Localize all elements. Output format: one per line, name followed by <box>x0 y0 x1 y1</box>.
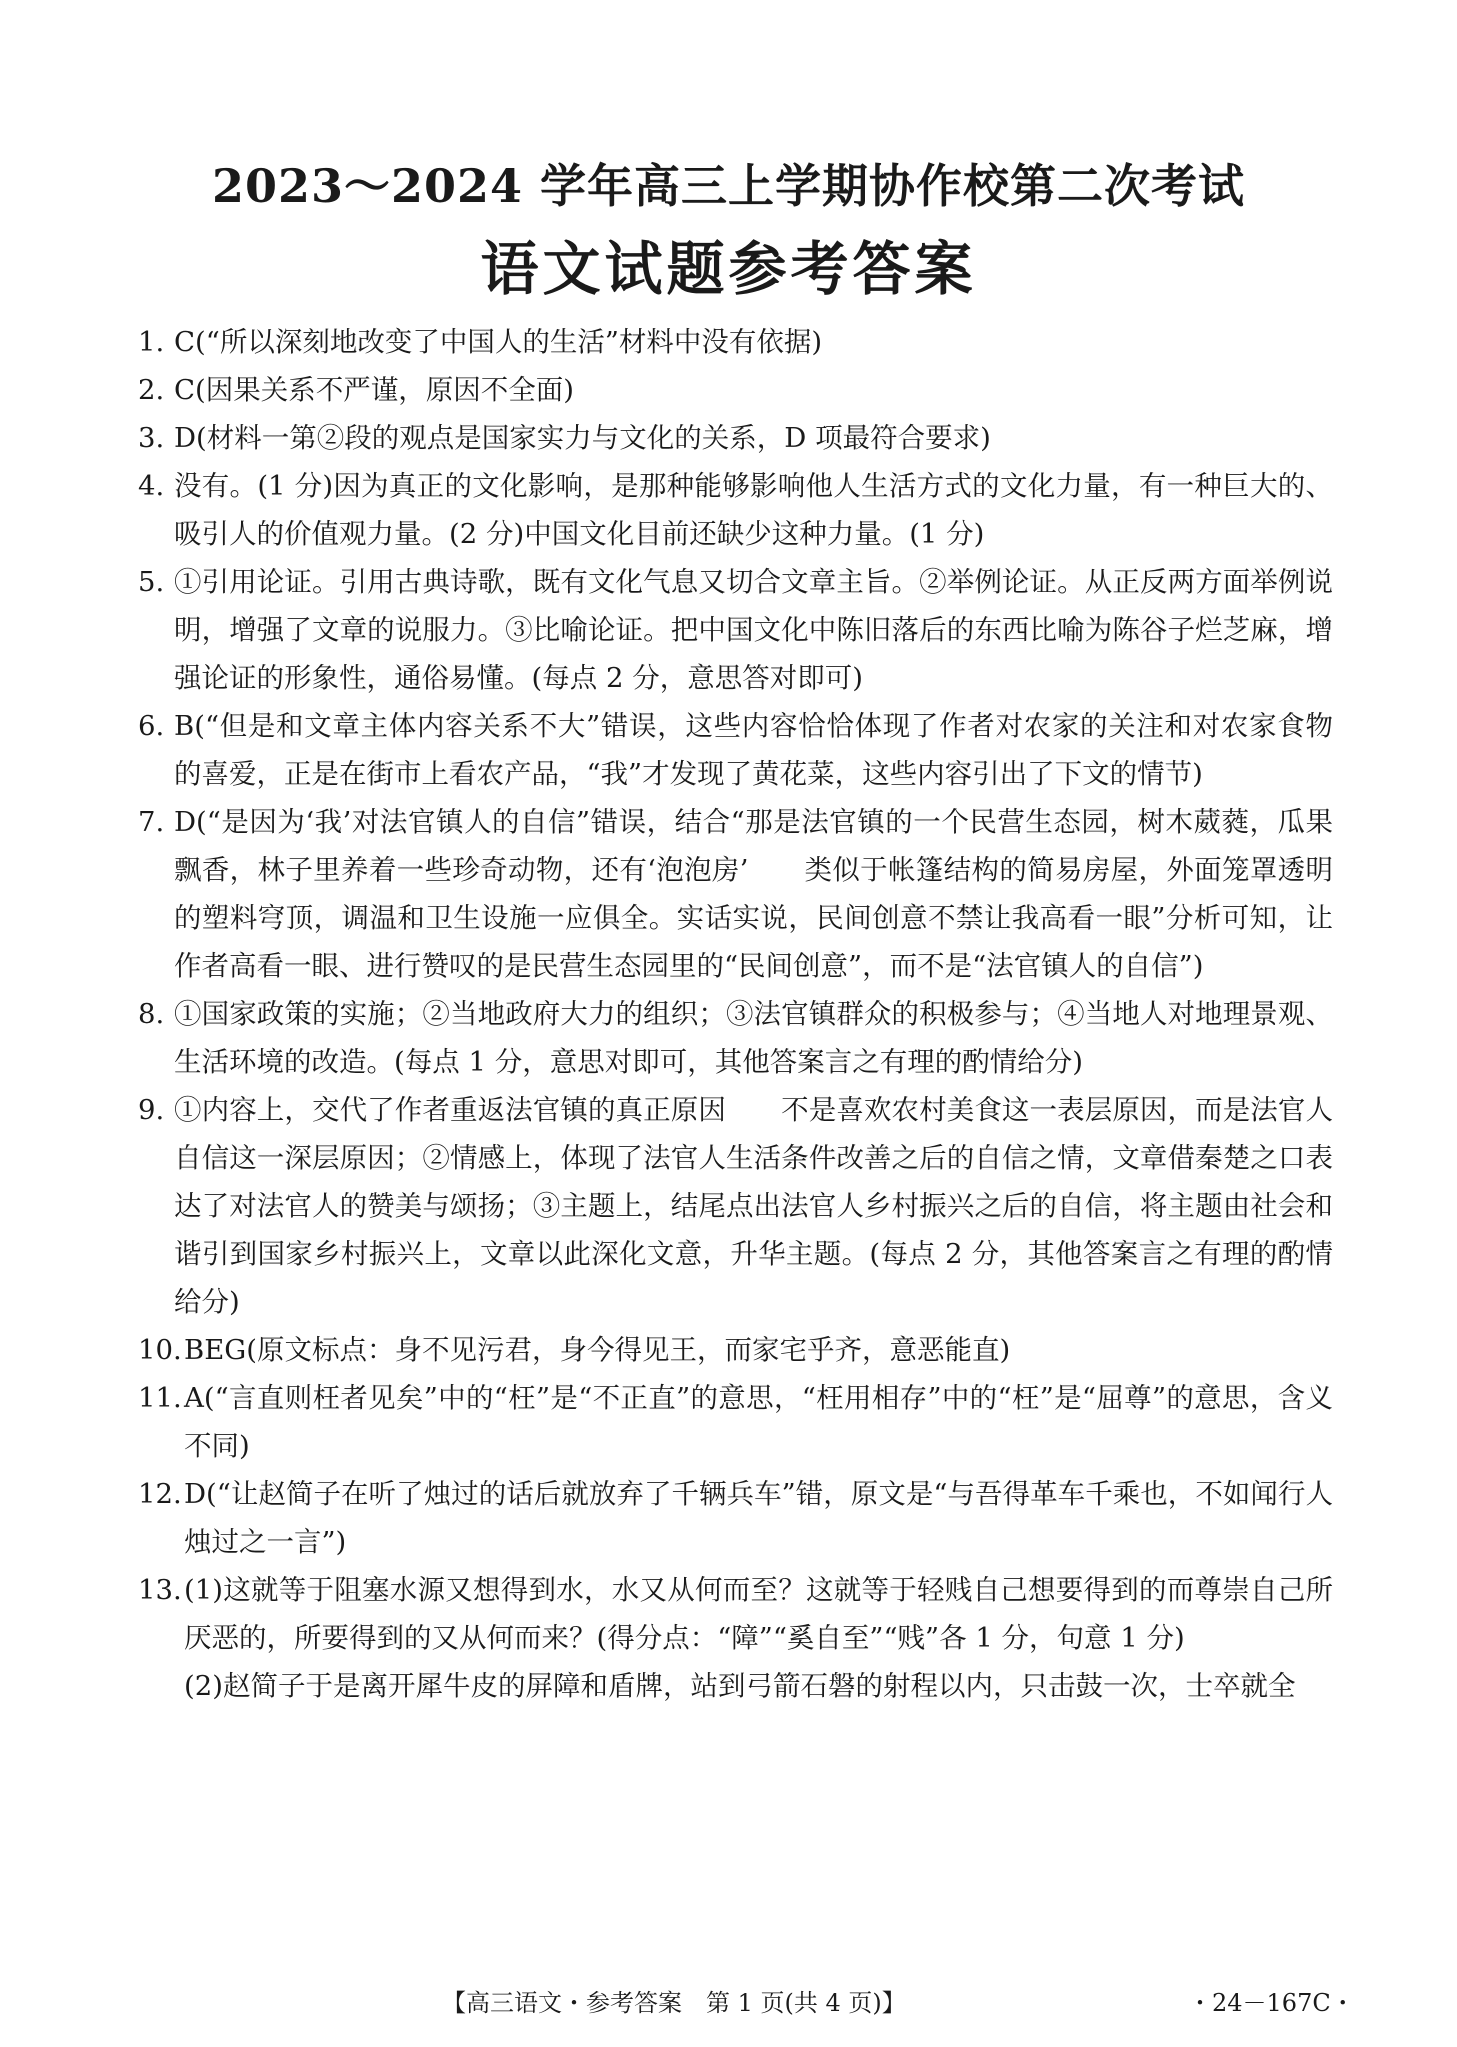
answer-number: 4. <box>138 470 165 502</box>
answer-text: A(“言直则枉者见矣”中的“枉”是“不正直”的意思，“枉用相存”中的“枉”是“屈尊”的意思，含义不同) <box>184 1382 1333 1462</box>
answer-item <box>138 1566 1333 1662</box>
answer-text: D(材料一第②段的观点是国家实力与文化的关系，D 项最符合要求) <box>174 422 991 454</box>
answer-item <box>138 1326 1333 1374</box>
answer-number: 3. <box>138 422 165 454</box>
answer-number: 8. <box>138 998 165 1030</box>
answer-text: B(“但是和文章主体内容关系不大”错误，这些内容恰恰体现了作者对农家的关注和对农家食物的喜爱，正是在街市上看农产品，“我”才发现了黄花菜，这些内容引出了下文的情节) <box>174 710 1333 790</box>
answer-item <box>138 990 1333 1086</box>
answer-text: C(“所以深刻地改变了中国人的生活”材料中没有依据) <box>174 326 823 358</box>
answer-text: C(因果关系不严谨，原因不全面) <box>174 374 574 406</box>
answer-number: 7. <box>138 806 165 838</box>
answer-subpart: (2)赵简子于是离开犀牛皮的屏障和盾牌，站到弓箭石磐的射程以内，只击鼓一次，士卒就全 <box>184 1670 1296 1702</box>
exam-title: 2023～2024 学年高三上学期协作校第二次考试 <box>211 159 1246 213</box>
answer-text: D(“让赵简子在听了烛过的话后就放弃了千辆兵车”错，原文是“与吾得革车千乘也，不如闻行人烛过之一言”) <box>184 1478 1333 1558</box>
answer-item <box>138 1086 1333 1326</box>
answer-item <box>138 462 1333 558</box>
answer-text: BEG(原文标点：身不见污君，身今得见王，而家宅乎齐，意恶能直) <box>184 1334 1011 1366</box>
answer-text: ①内容上，交代了作者重返法官镇的真正原因 不是喜欢农村美食这一表层原因，而是法官人自信这一深层原因；②情感上，体现了法官人生活条件改善之后的自信之情，文章借秦楚之口表达了对法官人的赞美与颂扬；③主题上，结尾点出法官人乡村振兴之后的自信，将主题由社会和谐引到国家乡村振兴上，文章以此深化文意，升华主题。(每点 2 分，其他答案言之有理的酌情给分) <box>174 1094 1333 1318</box>
page-footer <box>0 1983 1457 2023</box>
answer-number: 12. <box>138 1478 182 1510</box>
answer-item <box>138 1374 1333 1470</box>
answer-number: 6. <box>138 710 165 742</box>
answer-item <box>138 702 1333 798</box>
answer-text: D(“是因为‘我’对法官镇人的自信”错误，结合“那是法官镇的一个民营生态园，树木葳蕤，瓜果飘香，林子里养着一些珍奇动物，还有‘泡泡房’ 类似于帐篷结构的简易房屋，外面笼罩透明的塑料穹顶，调温和卫生设施一应俱全。实话实说，民间创意不禁让我高看一眼”分析可知，让作者高看一眼、进行赞叹的是民营生态园里的“民间创意”，而不是“法官镇人的自信”) <box>174 806 1333 982</box>
footer-code: ・24－167C・ <box>1188 1989 1355 2017</box>
answer-number: 2. <box>138 374 165 406</box>
answer-text: (1)这就等于阻塞水源又想得到水，水又从何而至？这就等于轻贱自己想要得到的而尊崇自己所厌恶的，所要得到的又从何而来？(得分点：“障”“奚自至”“贱”各 1 分，句意 1 分) <box>184 1574 1333 1654</box>
answer-item <box>138 366 1333 414</box>
answer-number: 1. <box>138 326 165 358</box>
answer-number: 13. <box>138 1574 182 1606</box>
footer-page-info: 【高三语文・参考答案 第 1 页(共 4 页)】 <box>442 1989 906 2017</box>
answer-item <box>138 318 1333 366</box>
answer-item <box>138 798 1333 990</box>
answer-list <box>138 318 1333 1710</box>
answer-item <box>138 1470 1333 1566</box>
answer-number: 11. <box>138 1382 182 1414</box>
document-title: 语文试题参考答案 <box>480 235 977 303</box>
answer-text: ①引用论证。引用古典诗歌，既有文化气息又切合文章主旨。②举例论证。从正反两方面举例说明，增强了文章的说服力。③比喻论证。把中国文化中陈旧落后的东西比喻为陈谷子烂芝麻，增强论证的形象性，通俗易懂。(每点 2 分，意思答对即可) <box>174 566 1333 694</box>
answer-text: ①国家政策的实施；②当地政府大力的组织；③法官镇群众的积极参与；④当地人对地理景观、生活环境的改造。(每点 1 分，意思对即可，其他答案言之有理的酌情给分) <box>174 998 1333 1078</box>
answer-number: 5. <box>138 566 165 598</box>
answer-item <box>138 414 1333 462</box>
answer-item <box>138 558 1333 702</box>
answer-number: 10. <box>138 1334 182 1366</box>
answer-number: 9. <box>138 1094 165 1126</box>
answer-text: 没有。(1 分)因为真正的文化影响，是那种能够影响他人生活方式的文化力量，有一种巨大的、吸引人的价值观力量。(2 分)中国文化目前还缺少这种力量。(1 分) <box>174 470 1333 550</box>
